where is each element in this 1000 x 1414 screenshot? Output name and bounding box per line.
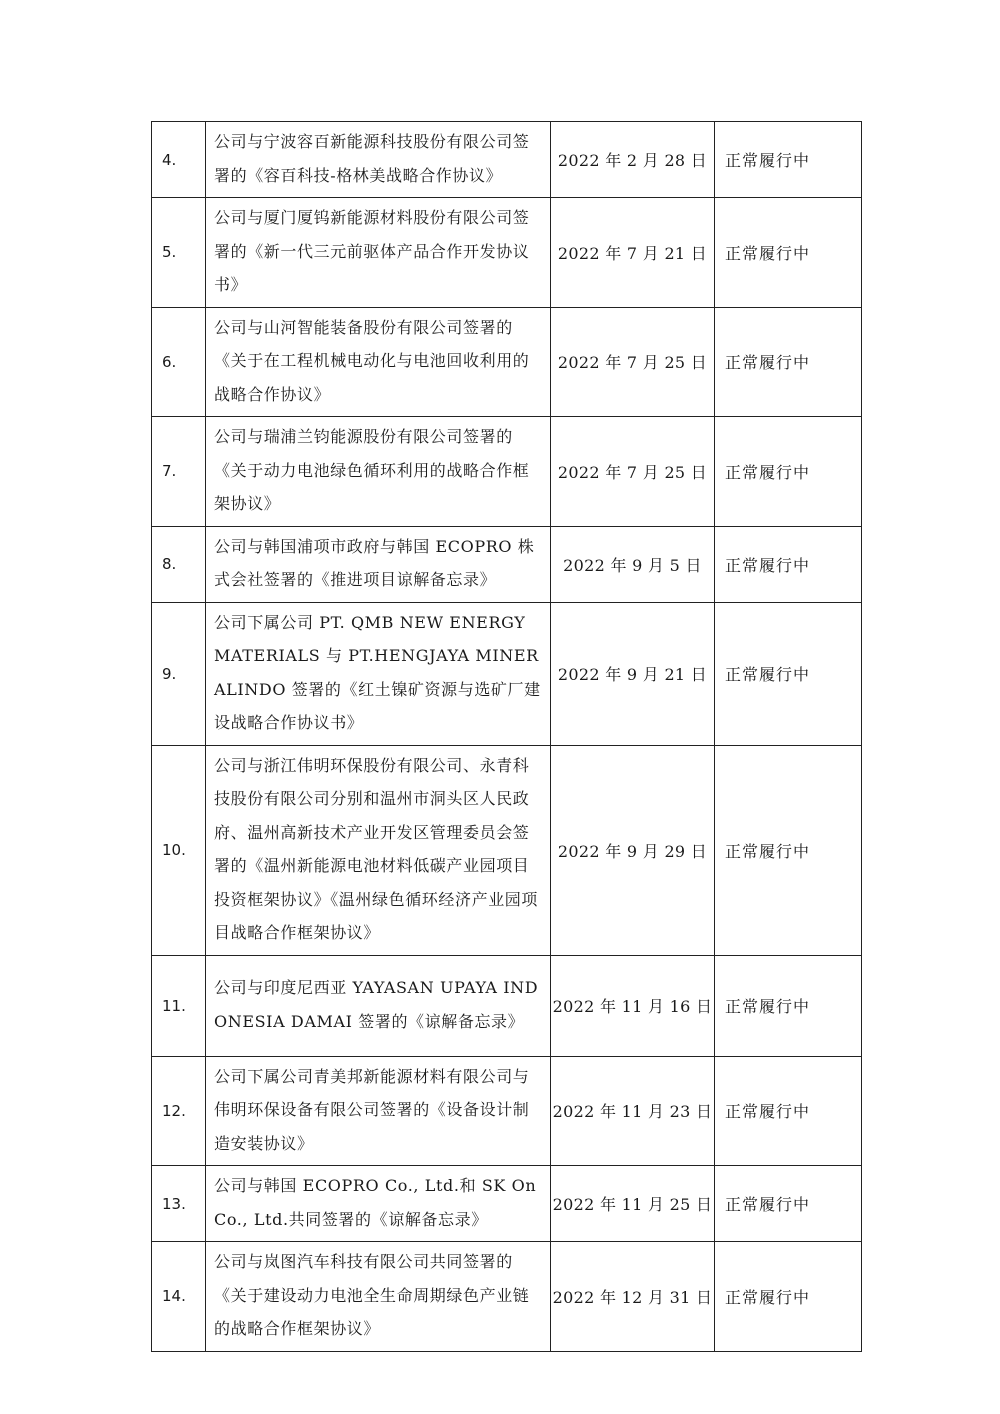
row-number: 5. <box>152 198 206 308</box>
status-cell: 正常履行中 <box>715 1242 862 1352</box>
agreement-description: 公司与岚图汽车科技有限公司共同签署的《关于建设动力电池全生命周期绿色产业链的战略合作框架协议》 <box>206 1242 551 1352</box>
row-number: 10. <box>152 745 206 955</box>
agreements-table <box>151 121 862 1352</box>
status-cell: 正常履行中 <box>715 198 862 308</box>
row-number: 12. <box>152 1056 206 1166</box>
agreement-description: 公司与浙江伟明环保股份有限公司、永青科技股份有限公司分别和温州市洞头区人民政府、温州高新技术产业开发区管理委员会签署的《温州新能源电池材料低碳产业园项目投资框架协议》《温州绿色循环经济产业园项目战略合作框架协议》 <box>206 745 551 955</box>
table-row <box>152 417 862 527</box>
signing-date: 2022 年 2 月 28 日 <box>551 122 715 198</box>
status-cell: 正常履行中 <box>715 1166 862 1242</box>
status-cell: 正常履行中 <box>715 955 862 1056</box>
table-row <box>152 602 862 745</box>
row-number: 11. <box>152 955 206 1056</box>
table-row <box>152 307 862 417</box>
status-cell: 正常履行中 <box>715 745 862 955</box>
signing-date: 2022 年 9 月 29 日 <box>551 745 715 955</box>
signing-date: 2022 年 11 月 16 日 <box>551 955 715 1056</box>
signing-date: 2022 年 7 月 25 日 <box>551 417 715 527</box>
signing-date: 2022 年 11 月 25 日 <box>551 1166 715 1242</box>
signing-date: 2022 年 9 月 5 日 <box>551 526 715 602</box>
status-cell: 正常履行中 <box>715 307 862 417</box>
row-number: 8. <box>152 526 206 602</box>
row-number: 6. <box>152 307 206 417</box>
signing-date: 2022 年 11 月 23 日 <box>551 1056 715 1166</box>
status-cell: 正常履行中 <box>715 602 862 745</box>
status-cell: 正常履行中 <box>715 122 862 198</box>
agreement-description: 公司与印度尼西亚 YAYASAN UPAYA INDONESIA DAMAI 签署的《谅解备忘录》 <box>206 955 551 1056</box>
status-cell: 正常履行中 <box>715 417 862 527</box>
row-number: 7. <box>152 417 206 527</box>
agreement-description: 公司与宁波容百新能源科技股份有限公司签署的《容百科技-格林美战略合作协议》 <box>206 122 551 198</box>
agreement-description: 公司下属公司 PT. QMB NEW ENERGY MATERIALS 与 PT.HENGJAYA MINERALINDO 签署的《红土镍矿资源与选矿厂建设战略合作协议书》 <box>206 602 551 745</box>
table-row <box>152 1056 862 1166</box>
table-row <box>152 1166 862 1242</box>
table-row <box>152 122 862 198</box>
table-row <box>152 526 862 602</box>
table-row <box>152 745 862 955</box>
row-number: 9. <box>152 602 206 745</box>
signing-date: 2022 年 9 月 21 日 <box>551 602 715 745</box>
agreement-description: 公司与厦门厦钨新能源材料股份有限公司签署的《新一代三元前驱体产品合作开发协议书》 <box>206 198 551 308</box>
row-number: 14. <box>152 1242 206 1352</box>
status-cell: 正常履行中 <box>715 526 862 602</box>
table-row <box>152 1242 862 1352</box>
agreement-description: 公司与瑞浦兰钧能源股份有限公司签署的《关于动力电池绿色循环利用的战略合作框架协议》 <box>206 417 551 527</box>
signing-date: 2022 年 12 月 31 日 <box>551 1242 715 1352</box>
status-cell: 正常履行中 <box>715 1056 862 1166</box>
agreement-description: 公司与山河智能装备股份有限公司签署的《关于在工程机械电动化与电池回收利用的战略合作协议》 <box>206 307 551 417</box>
agreement-description: 公司与韩国浦项市政府与韩国 ECOPRO 株式会社签署的《推进项目谅解备忘录》 <box>206 526 551 602</box>
agreement-description: 公司下属公司青美邦新能源材料有限公司与伟明环保设备有限公司签署的《设备设计制造安装协议》 <box>206 1056 551 1166</box>
row-number: 4. <box>152 122 206 198</box>
row-number: 13. <box>152 1166 206 1242</box>
table-row <box>152 955 862 1056</box>
signing-date: 2022 年 7 月 21 日 <box>551 198 715 308</box>
table-row <box>152 198 862 308</box>
signing-date: 2022 年 7 月 25 日 <box>551 307 715 417</box>
agreement-description: 公司与韩国 ECOPRO Co., Ltd.和 SK On Co., Ltd.共同签署的《谅解备忘录》 <box>206 1166 551 1242</box>
